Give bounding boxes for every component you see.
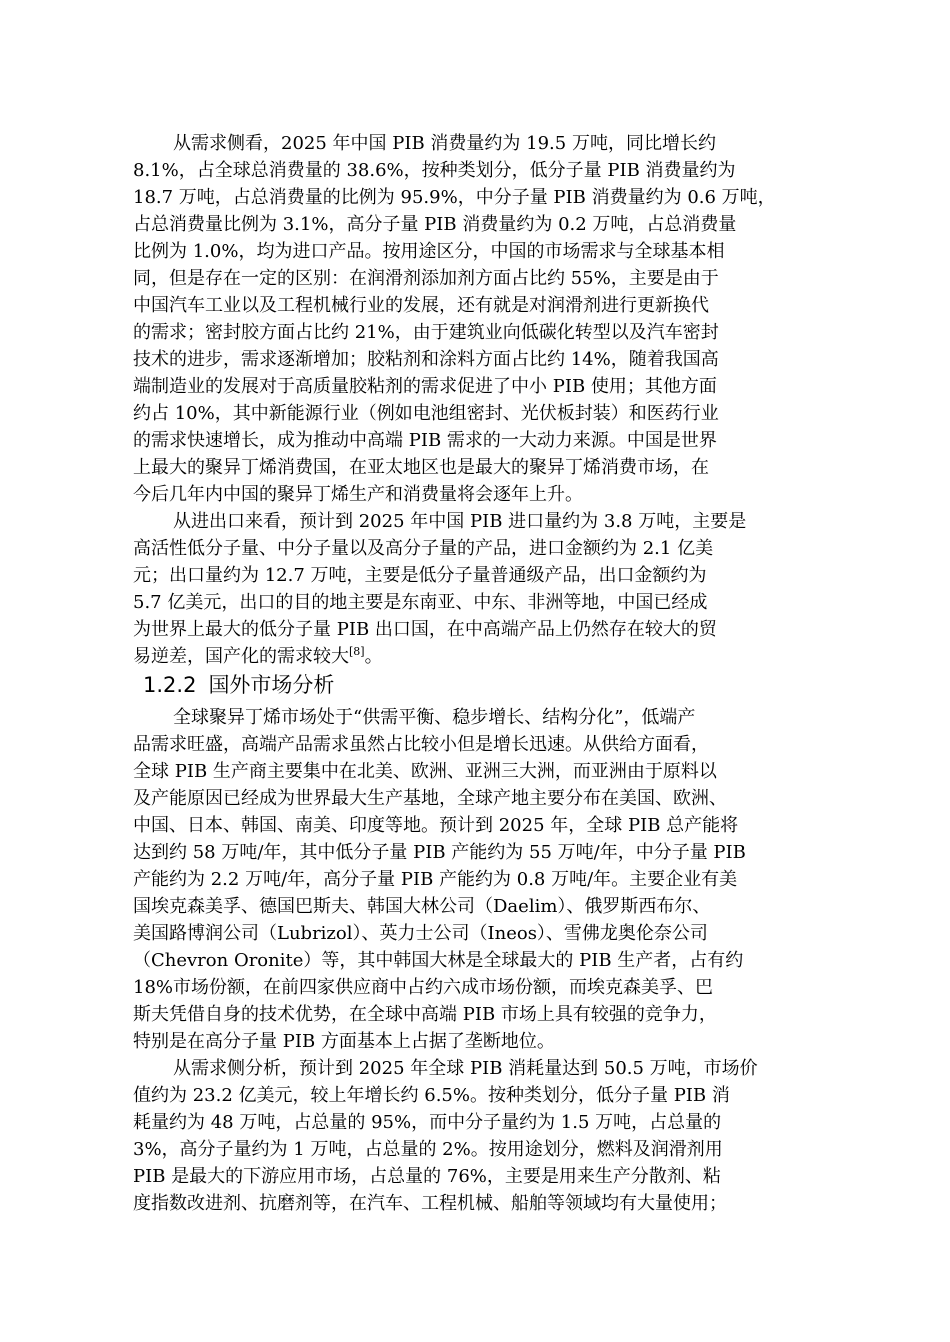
paragraph-global-demand (133, 1055, 853, 1217)
text-line: 及产能原因已经成为世界最大生产基地，全球产地主要分布在美国、欧洲、 (133, 788, 727, 809)
text-line: 达到约 58 万吨/年，其中低分子量 PIB 产能约为 55 万吨/年，中分子量 PIB (133, 842, 746, 863)
text-line: （Chevron Oronite）等，其中韩国大林是全球最大的 PIB 生产者，占有约 (133, 950, 744, 971)
text-line: 全球聚异丁烯市场处于“供需平衡、稳步增长、结构分化”，低端产 (173, 707, 696, 728)
text-line: 约占 10%，其中新能源行业（例如电池组密封、光伏板封装）和医药行业 (133, 403, 719, 424)
text-line: 品需求旺盛，高端产品需求虽然占比较小但是增长迅速。从供给方面看， (133, 734, 709, 755)
text-line: 5.7 亿美元，出口的目的地主要是东南亚、中东、非洲等地，中国已经成 (133, 592, 708, 613)
text-span: 易逆差，国产化的需求较大 (133, 646, 349, 667)
text-line: 18.7 万吨，占总消费量的比例为 95.9%，中分子量 PIB 消费量约为 0.6 万吨， (133, 187, 776, 208)
text-line: 同，但是存在一定的区别：在润滑剂添加剂方面占比约 55%，主要是由于 (133, 268, 719, 289)
paragraph-china-trade (133, 508, 853, 670)
text-line: 耗量约为 48 万吨，占总量的 95%，而中分子量约为 1.5 万吨，占总量的 (133, 1112, 722, 1133)
text-line: 今后几年内中国的聚异丁烯生产和消费量将会逐年上升。 (133, 484, 583, 505)
text-line: 元；出口量约为 12.7 万吨，主要是低分子量普通级产品，出口金额约为 (133, 565, 707, 586)
citation-reference[interactable]: [8] (349, 645, 365, 658)
text-line: 中国、日本、韩国、南美、印度等地。预计到 2025 年，全球 PIB 总产能将 (133, 815, 739, 836)
document-page (133, 130, 853, 1217)
text-line: 的需求快速增长，成为推动中高端 PIB 需求的一大动力来源。中国是世界 (133, 430, 717, 451)
text-line: 美国路博润公司（Lubrizol）、英力士公司（Ineos）、雪佛龙奥伦奈公司 (133, 923, 708, 944)
text-line: 值约为 23.2 亿美元，较上年增长约 6.5%。按种类划分，低分子量 PIB 消 (133, 1085, 730, 1106)
text-line: 为世界上最大的低分子量 PIB 出口国，在中高端产品上仍然存在较大的贸 (133, 619, 717, 640)
text-line: 从进出口来看，预计到 2025 年中国 PIB 进口量约为 3.8 万吨，主要是 (173, 511, 747, 532)
text-span: 。 (364, 646, 383, 667)
text-line: 18%市场份额，在前四家供应商中占约六成市场份额，而埃克森美孚、巴 (133, 977, 714, 998)
text-line: 度指数改进剂、抗磨剂等，在汽车、工程机械、船舶等领域均有大量使用； (133, 1193, 727, 1214)
text-line: 8.1%，占全球总消费量的 38.6%，按种类划分，低分子量 PIB 消费量约为 (133, 160, 736, 181)
text-line: 端制造业的发展对于高质量胶粘剂的需求促进了中小 PIB 使用；其他方面 (133, 376, 717, 397)
text-line: 中国汽车工业以及工程机械行业的发展，还有就是对润滑剂进行更新换代 (133, 295, 709, 316)
text-line: 技术的进步，需求逐渐增加；胶粘剂和涂料方面占比约 14%，随着我国高 (133, 349, 719, 370)
text-line: 产能约为 2.2 万吨/年，高分子量 PIB 产能约为 0.8 万吨/年。主要企业有美 (133, 869, 738, 890)
text-line: 斯夫凭借自身的技术优势，在全球中高端 PIB 市场上具有较强的竞争力， (133, 1004, 717, 1025)
text-line: PIB 是最大的下游应用市场，占总量的 76%，主要是用来生产分散剂、粘 (133, 1166, 721, 1187)
text-line: 3%，高分子量约为 1 万吨，占总量的 2%。按用途划分，燃料及润滑剂用 (133, 1139, 723, 1160)
section-heading (133, 670, 853, 700)
text-line: 的需求；密封胶方面占比约 21%，由于建筑业向低碳化转型以及汽车密封 (133, 322, 719, 343)
paragraph-china-demand (133, 130, 853, 508)
text-line: 从需求侧看，2025 年中国 PIB 消费量约为 19.5 万吨，同比增长约 (173, 133, 716, 154)
section-title: 国外市场分析 (208, 673, 335, 697)
text-line: 全球 PIB 生产商主要集中在北美、欧洲、亚洲三大洲，而亚洲由于原料以 (133, 761, 717, 782)
text-line: 上最大的聚异丁烯消费国，在亚太地区也是最大的聚异丁烯消费市场，在 (133, 457, 709, 478)
text-line: 高活性低分子量、中分子量以及高分子量的产品，进口金额约为 2.1 亿美 (133, 538, 714, 559)
text-line: 国埃克森美孚、德国巴斯夫、韩国大林公司（Daelim）、俄罗斯西布尔、 (133, 896, 711, 917)
section-number: 1.2.2 (143, 673, 197, 697)
text-line: 从需求侧分析，预计到 2025 年全球 PIB 消耗量达到 50.5 万吨，市场价 (173, 1058, 758, 1079)
text-line (133, 643, 853, 670)
text-line: 占总消费量比例为 3.1%，高分子量 PIB 消费量约为 0.2 万吨，占总消费量 (133, 214, 737, 235)
text-line: 特别是在高分子量 PIB 方面基本上占据了垄断地位。 (133, 1031, 555, 1052)
paragraph-global-supply (133, 704, 853, 1055)
text-line: 比例为 1.0%，均为进口产品。按用途区分，中国的市场需求与全球基本相 (133, 241, 725, 262)
